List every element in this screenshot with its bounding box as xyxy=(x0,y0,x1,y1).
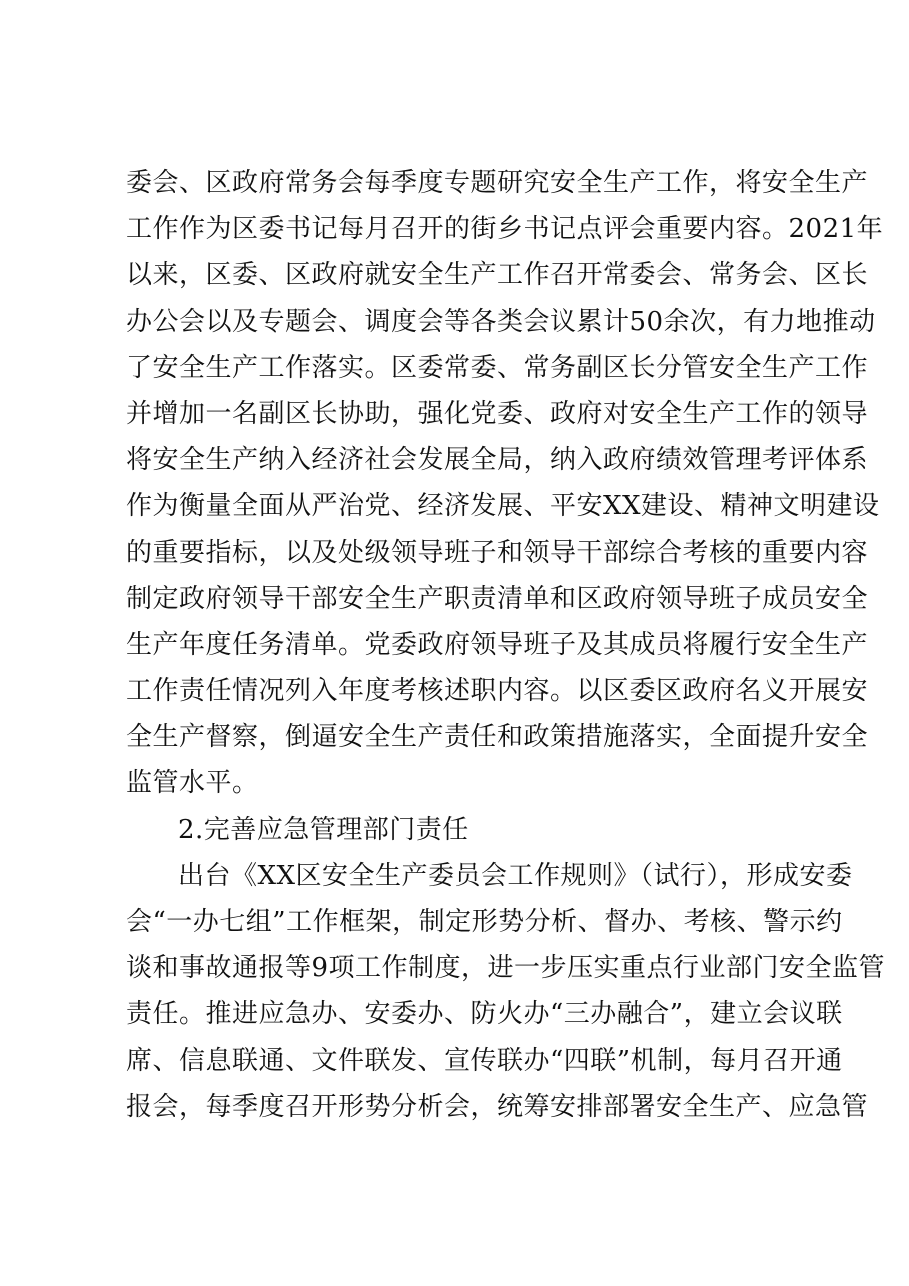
paragraph-2-line: 报会，每季度召开形势分析会，统筹安排部署安全生产、应急管 xyxy=(126,1091,869,1122)
paragraph-1-line: 办公会以及专题会、调度会等各类会议累计50余次，有力地推动 xyxy=(126,306,876,337)
document-body xyxy=(126,160,886,1130)
paragraph-1-line: 工作作为区委书记每月召开的街乡书记点评会重要内容。2021年 xyxy=(126,214,884,245)
paragraph-1-line: 的重要指标，以及处级领导班子和领导干部综合考核的重要内容 xyxy=(126,537,869,568)
paragraph-1-line: 将安全生产纳入经济社会发展全局，纳入政府绩效管理考评体系 xyxy=(126,445,869,476)
paragraph-1-line: 作为衡量全面从严治党、经济发展、平安XX建设、精神文明建设 xyxy=(126,491,880,522)
paragraph-1-line: 以来，区委、区政府就安全生产工作召开常委会、常务会、区长 xyxy=(126,260,869,291)
paragraph-2-line: 席、信息联通、文件联发、宣传联办“四联”机制，每月召开通 xyxy=(126,1045,843,1076)
section-heading: 2.完善应急管理部门责任 xyxy=(178,814,469,845)
paragraph-2-line: 会“一办七组”工作框架，制定形势分析、督办、考核、警示约 xyxy=(126,907,843,937)
paragraph-1-line: 全生产督察，倒逼安全生产责任和政策措施落实，全面提升安全 xyxy=(126,722,869,753)
paragraph-1-line: 监管水平。 xyxy=(126,768,259,799)
paragraph-1-line: 委会、区政府常务会每季度专题研究安全生产工作，将安全生产 xyxy=(126,168,869,198)
paragraph-1-line: 制定政府领导干部安全生产职责清单和区政府领导班子成员安全 xyxy=(126,583,869,614)
paragraph-1-line: 生产年度任务清单。党委政府领导班子及其成员将履行安全生产 xyxy=(126,629,869,660)
paragraph-1-line: 了安全生产工作落实。区委常委、常务副区长分管安全生产工作 xyxy=(126,352,869,383)
paragraph-2-line: 谈和事故通报等9项工作制度，进一步压实重点行业部门安全监管 xyxy=(126,953,886,984)
paragraph-1-line: 并增加一名副区长协助，强化党委、政府对安全生产工作的领导 xyxy=(126,398,869,429)
paragraph-2-line: 责任。推进应急办、安委办、防火办“三办融合”，建立会议联 xyxy=(126,999,843,1030)
paragraph-1-line: 工作责任情况列入年度考核述职内容。以区委区政府名义开展安 xyxy=(126,676,869,707)
paragraph-2-line: 出台《XX区安全生产委员会工作规则》（试行），形成安委 xyxy=(178,860,853,891)
